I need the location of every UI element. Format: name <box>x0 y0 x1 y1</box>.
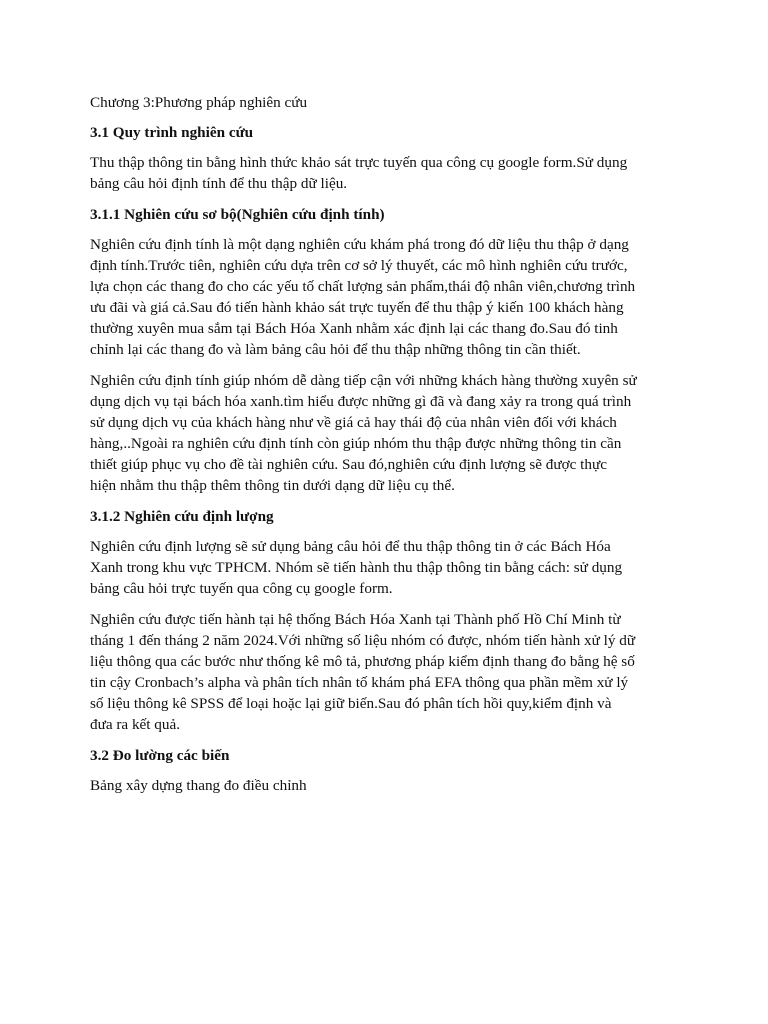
text-line: Nghiên cứu định tính là một dạng nghiên cứu khám phá trong đó dữ liệu thu thập ở dạng <box>90 236 629 253</box>
text-line: tháng 1 đến tháng 2 năm 2024.Với những số liệu nhóm có được, nhóm tiến hành xử lý dữ <box>90 632 636 649</box>
text-line: Nghiên cứu định tính giúp nhóm dễ dàng tiếp cận với những khách hàng thường xuyên sử <box>90 372 637 389</box>
section-heading: 3.1.2 Nghiên cứu định lượng <box>90 508 274 525</box>
paragraph <box>90 609 680 735</box>
paragraph <box>90 370 680 496</box>
text-line: Thu thập thông tin bằng hình thức khảo sát trực tuyến qua công cụ google form.Sử dụng <box>90 154 628 171</box>
text-line: thường xuyên mua sắm tại Bách Hóa Xanh nhằm xác định lại các thang đo.Sau đó tinh <box>90 320 618 337</box>
text-line: định tính.Trước tiên, nghiên cứu dựa trên cơ sở lý thuyết, các mô hình nghiên cứu trước, <box>90 257 628 274</box>
text-line: Bảng xây dựng thang đo điều chỉnh <box>90 777 307 794</box>
text-line: liệu thông qua các bước như thống kê mô tả, phương pháp kiểm định thang đo bằng hệ số <box>90 653 635 670</box>
paragraph <box>90 234 680 360</box>
text-line: thiết giúp phục vụ cho đề tài nghiên cứu. Sau đó,nghiên cứu định lượng sẽ được thực <box>90 456 607 473</box>
text-line: Nghiên cứu định lượng sẽ sử dụng bảng câu hỏi để thu thập thông tin ở các Bách Hóa <box>90 538 611 555</box>
text-line: hàng,..Ngoài ra nghiên cứu định tính còn giúp nhóm thu thập được những thông tin cần <box>90 435 622 452</box>
text-line: lựa chọn các thang đo cho các yếu tố chất lượng sản phẩm,thái độ nhân viên,chương trình <box>90 278 636 295</box>
text-line: tin cậy Cronbach’s alpha và phân tích nhân tố khám phá EFA thông qua phần mềm xử lý <box>90 674 629 691</box>
text-line: số liệu thông kê SPSS để loại hoặc lại giữ biến.Sau đó phân tích hồi quy,kiểm định và <box>90 695 612 712</box>
text-line: bảng câu hỏi trực tuyến qua công cụ google form. <box>90 580 393 597</box>
text-line: chỉnh lại các thang đo và làm bảng câu hỏi để thu thập những thông tin cần thiết. <box>90 341 581 358</box>
text-line: đưa ra kết quả. <box>90 716 181 733</box>
paragraph <box>90 152 680 194</box>
section-heading: 3.1 Quy trình nghiên cứu <box>90 124 254 141</box>
text-line: sử dụng dịch vụ của khách hàng như về giá cả hay thái độ của nhân viên đối với khách <box>90 414 617 431</box>
text-line: hiện nhằm thu thập thêm thông tin dưới dạng dữ liệu cụ thể. <box>90 477 455 494</box>
chapter-title: Chương 3:Phương pháp nghiên cứu <box>90 94 308 111</box>
text-line: ưu đãi và giá cả.Sau đó tiến hành khảo sát trực tuyến để thu thập ý kiến 100 khách hàng <box>90 299 624 316</box>
text-line: Xanh trong khu vực TPHCM. Nhóm sẽ tiến hành thu thập thông tin bằng cách: sử dụng <box>90 559 623 576</box>
paragraph <box>90 536 680 599</box>
text-line: dụng dịch vụ tại bách hóa xanh.tìm hiểu được những gì đã và đang xảy ra trong quá trình <box>90 393 632 410</box>
section-heading: 3.1.1 Nghiên cứu sơ bộ(Nghiên cứu định tính) <box>90 206 385 223</box>
paragraph <box>90 775 680 796</box>
text-line: bảng câu hỏi định tính để thu thập dữ liệu. <box>90 175 348 192</box>
text-line: Nghiên cứu được tiến hành tại hệ thống Bách Hóa Xanh tại Thành phố Hồ Chí Minh từ <box>90 611 621 628</box>
document-page <box>90 92 680 806</box>
section-heading: 3.2 Đo lường các biến <box>90 747 230 764</box>
